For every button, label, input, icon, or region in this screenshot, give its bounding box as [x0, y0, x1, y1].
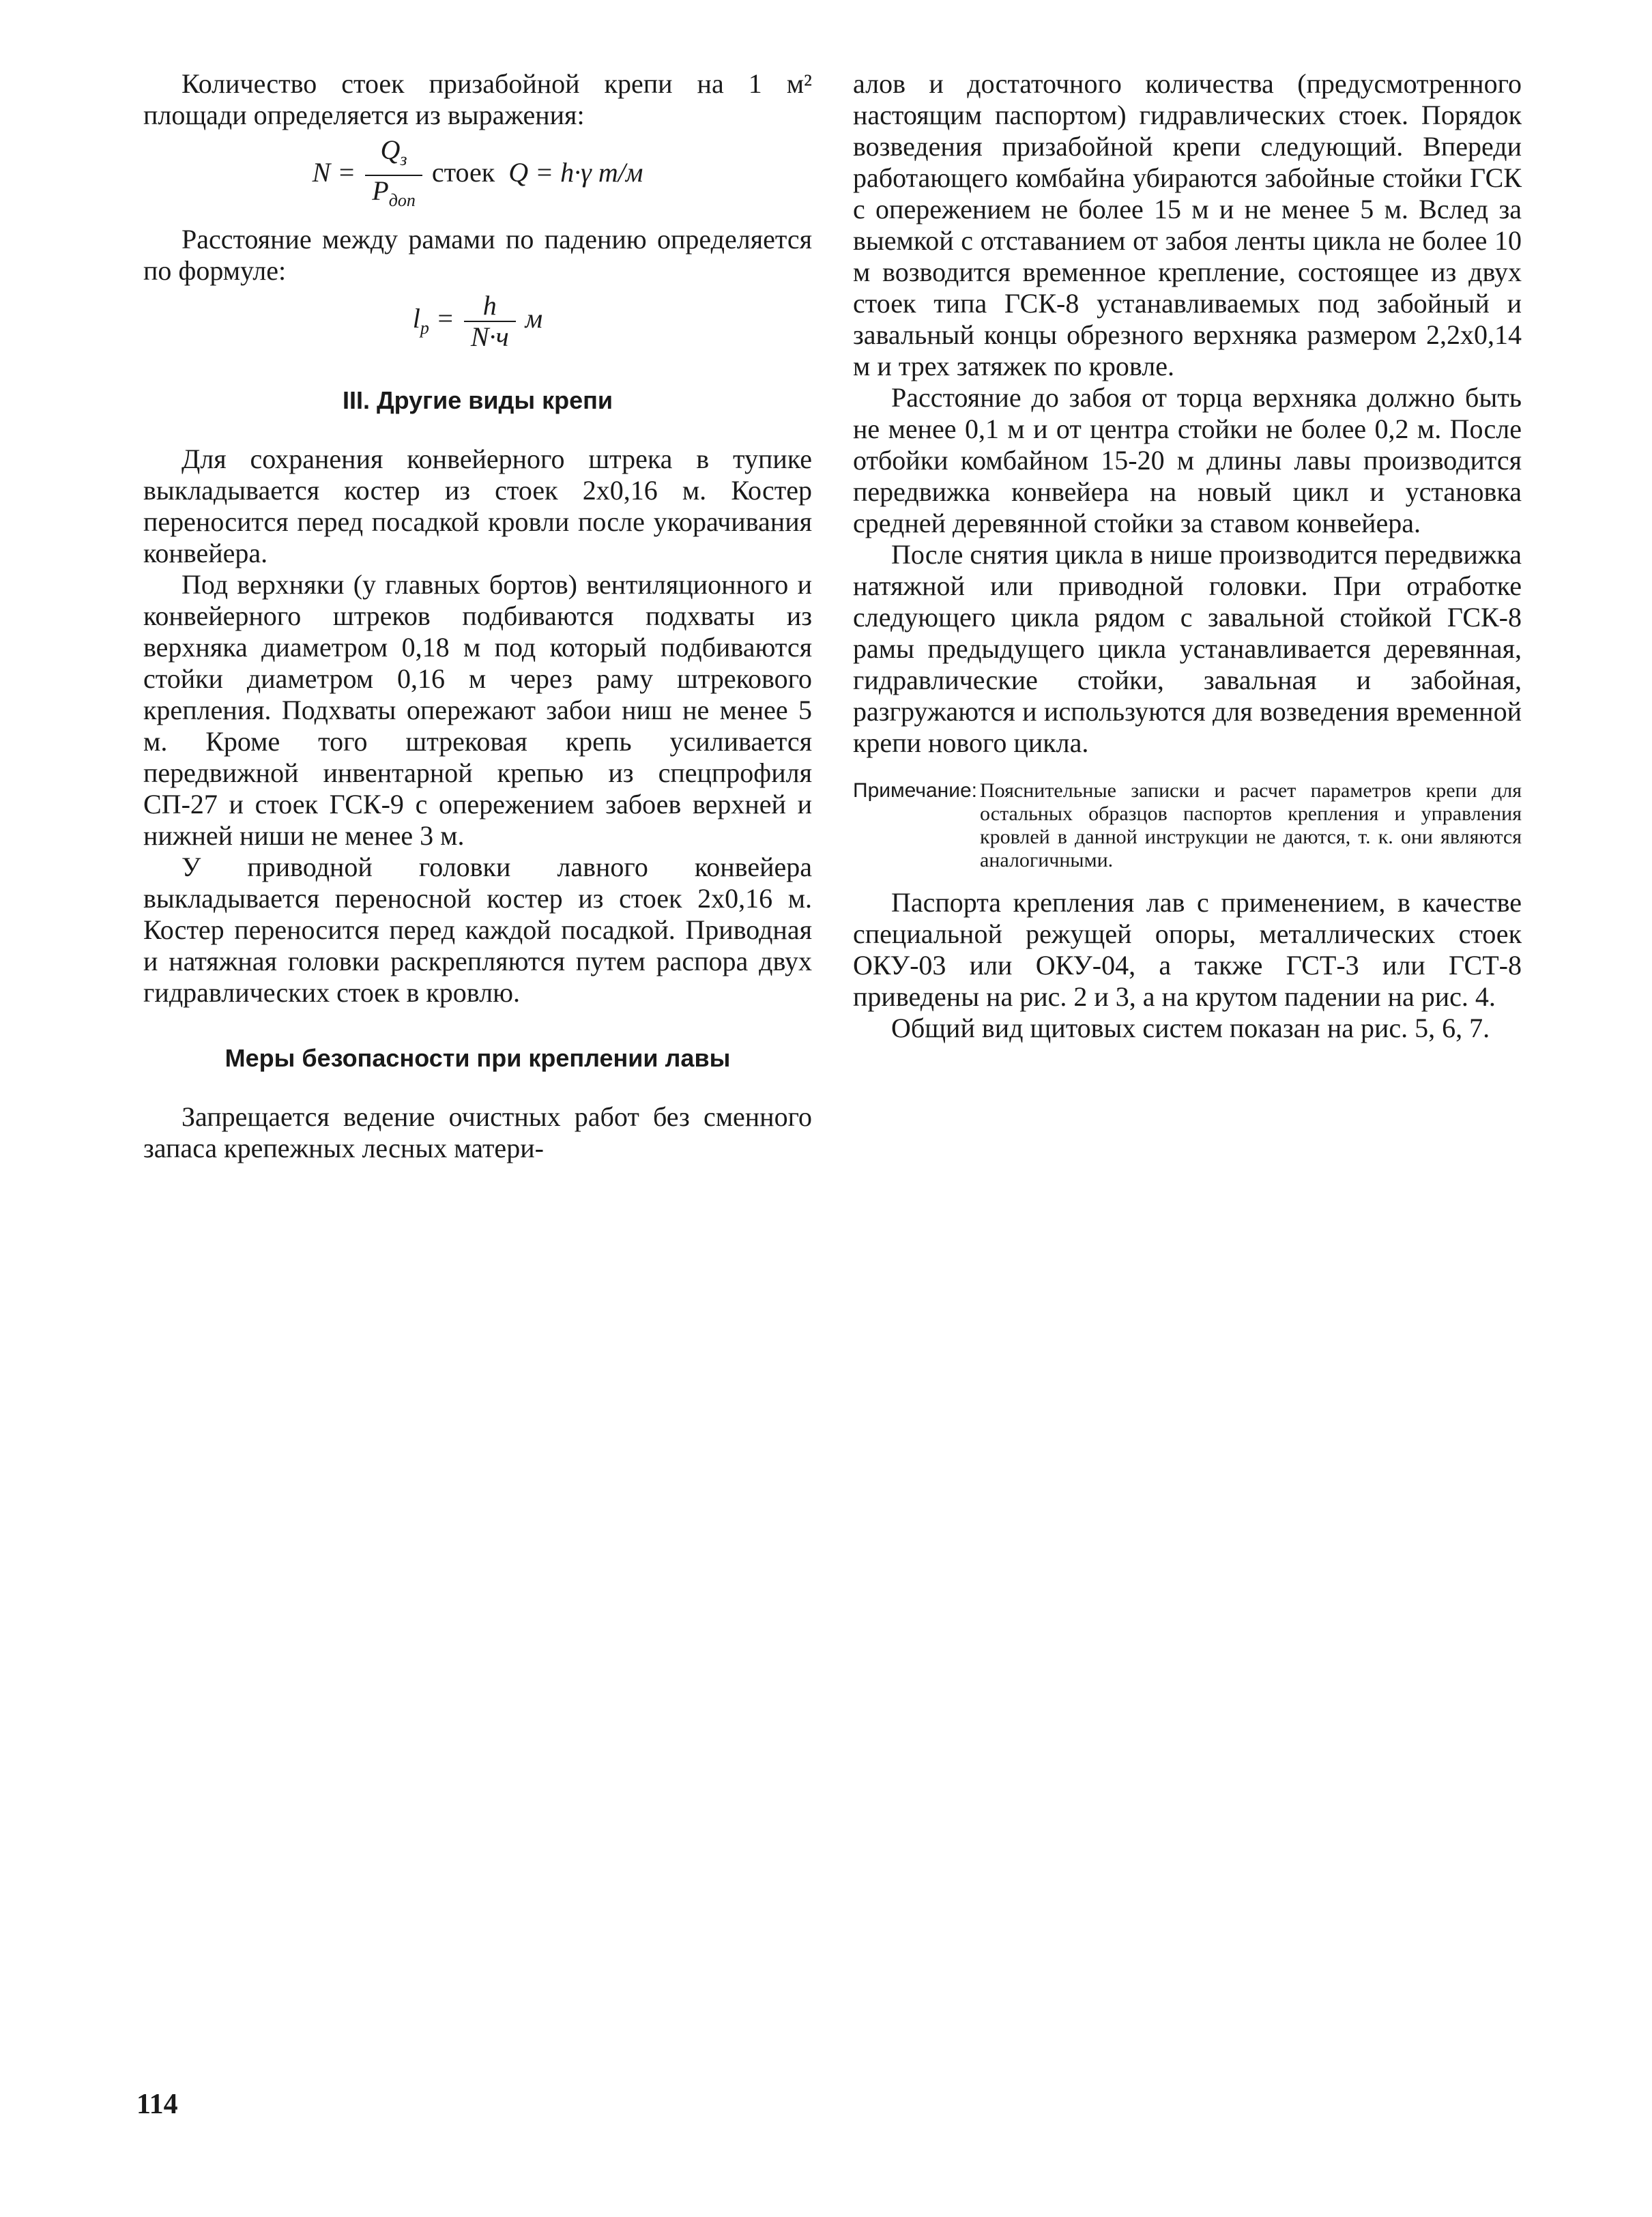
paragraph-prohibition: Запрещается ведение очистных работ без сменного запаса крепежных лесных матери-: [143, 1101, 812, 1163]
formula2-eq: =: [435, 303, 454, 334]
paragraph-distance-to-face: Расстояние до забоя от торца верхняка должно быть не менее 0,1 м и от центра стойки не более 0,2 м. После отбойки комбайном 15-20 м длины лавы производится передвижка конвейера на новый цикл и установка средней деревянной стойки за ставом конвейера.: [853, 382, 1522, 538]
heading-other-supports: III. Другие виды крепи: [342, 386, 613, 414]
formula1-fraction: [365, 136, 422, 214]
intro-paragraph: Количество стоек призабойной крепи на 1 м² площади определяется из выражения:: [143, 68, 812, 130]
formula1-denominator-sub: доп: [388, 190, 416, 210]
paragraph-conveyor-drift: Для сохранения конвейерного штрека в тупике выкладывается костер из стоек 2х0,16 м. Костер переносится перед посадкой кровли после укорачивания конвейера.: [143, 444, 812, 568]
note-text: Пояснительные записки и расчет параметров крепи для остальных образцов паспортов крепления и управления кровлей в данной инструкции не даются, т. к. они являются аналогичными.: [980, 779, 1522, 871]
heading-safety-measures: Меры безопасности при креплении лавы: [224, 1044, 731, 1072]
formula2-lhs-sub: р: [420, 318, 429, 338]
paragraph-drive-head: У приводной головки лавного конвейера выкладывается переносной костер из стоек 2х0,16 м. Костер переносится перед каждой посадкой. Приводная и натяжная головки раскрепляются путем распора двух гидравлических стоек в кровлю.: [143, 852, 812, 1008]
note-block: [853, 779, 1522, 872]
paragraph-shield-systems: Общий вид щитовых систем показан на рис. 5, 6, 7.: [891, 1013, 1490, 1043]
formula2-lhs: l: [412, 303, 420, 334]
formula2-numerator: h: [464, 292, 516, 322]
left-column: [143, 68, 812, 1164]
formula2-fraction: [464, 292, 516, 351]
paragraph-passports: Паспорта крепления лав с применением, в качестве специальной режущей опоры, металлических стоек ОКУ-03 или ОКУ-04, а также ГСТ-3 или ГСТ-8 приведены на рис. 2 и 3, а на крутом падении на рис. 4.: [853, 887, 1522, 1012]
paragraph-caps-support: Под верхняки (у главных бортов) вентиляционного и конвейерного штреков подбиваются подхваты из верхняка диаметром 0,18 м под который подбиваются стойки диаметром 0,16 м через раму штрекового крепления. Подхваты опережают забои ниш не менее 5 м. Кроме того штрековая крепь усиливается передвижной инвентарной крепью из спецпрофиля СП-27 и стоек ГСК-9 с опережением забоев верхней и нижней ниши не менее 3 м.: [143, 569, 812, 851]
formula1-numerator-sub: з: [400, 149, 407, 169]
formula1-after: стоек: [431, 157, 495, 188]
formula2-unit: м: [525, 303, 543, 334]
paragraph-after-cycle: После снятия цикла в нише производится передвижка натяжной или приводной головки. При отработке следующего цикла рядом с завальной стойкой ГСК-8 рамы предыдущего цикла устанавливается деревянная, гидравлические стойки, завальная и забойная, разгружаются и используются для возведения временной крепи нового цикла.: [853, 539, 1522, 758]
formula1-q-expression: Q = h·γ т/м: [508, 157, 643, 188]
right-column: [853, 68, 1522, 1044]
spacing-paragraph: Расстояние между рамами по падению определяется по формуле:: [143, 224, 812, 286]
formula1-denominator: P: [372, 175, 389, 206]
paragraph-continuation: алов и достаточного количества (предусмотренного настоящим паспортом) гидравлических стоек. Порядок возведения призабойной крепи следующий. Впереди работающего комбайна убираются забойные стойки ГСК с опережением не более 15 м и не менее 5 м. Вслед за выемкой с отставанием от забоя ленты цикла не более 10 м возводится временное крепление, состоящее из двух стоек типа ГСК-8 устанавливаемых под забойный и завальный концы обрезного верхняка размером 2,2х0,14 м и трех затяжек по кровле.: [853, 68, 1522, 381]
note-label: Примечание:: [853, 779, 977, 802]
formula1-lhs: N =: [312, 157, 356, 188]
formula-stand-count: [143, 136, 812, 214]
formula-frame-spacing: [143, 292, 812, 351]
formula2-denominator: N·ч: [470, 321, 509, 352]
page-number: 114: [136, 2089, 178, 2120]
formula1-numerator: Q: [380, 134, 401, 165]
